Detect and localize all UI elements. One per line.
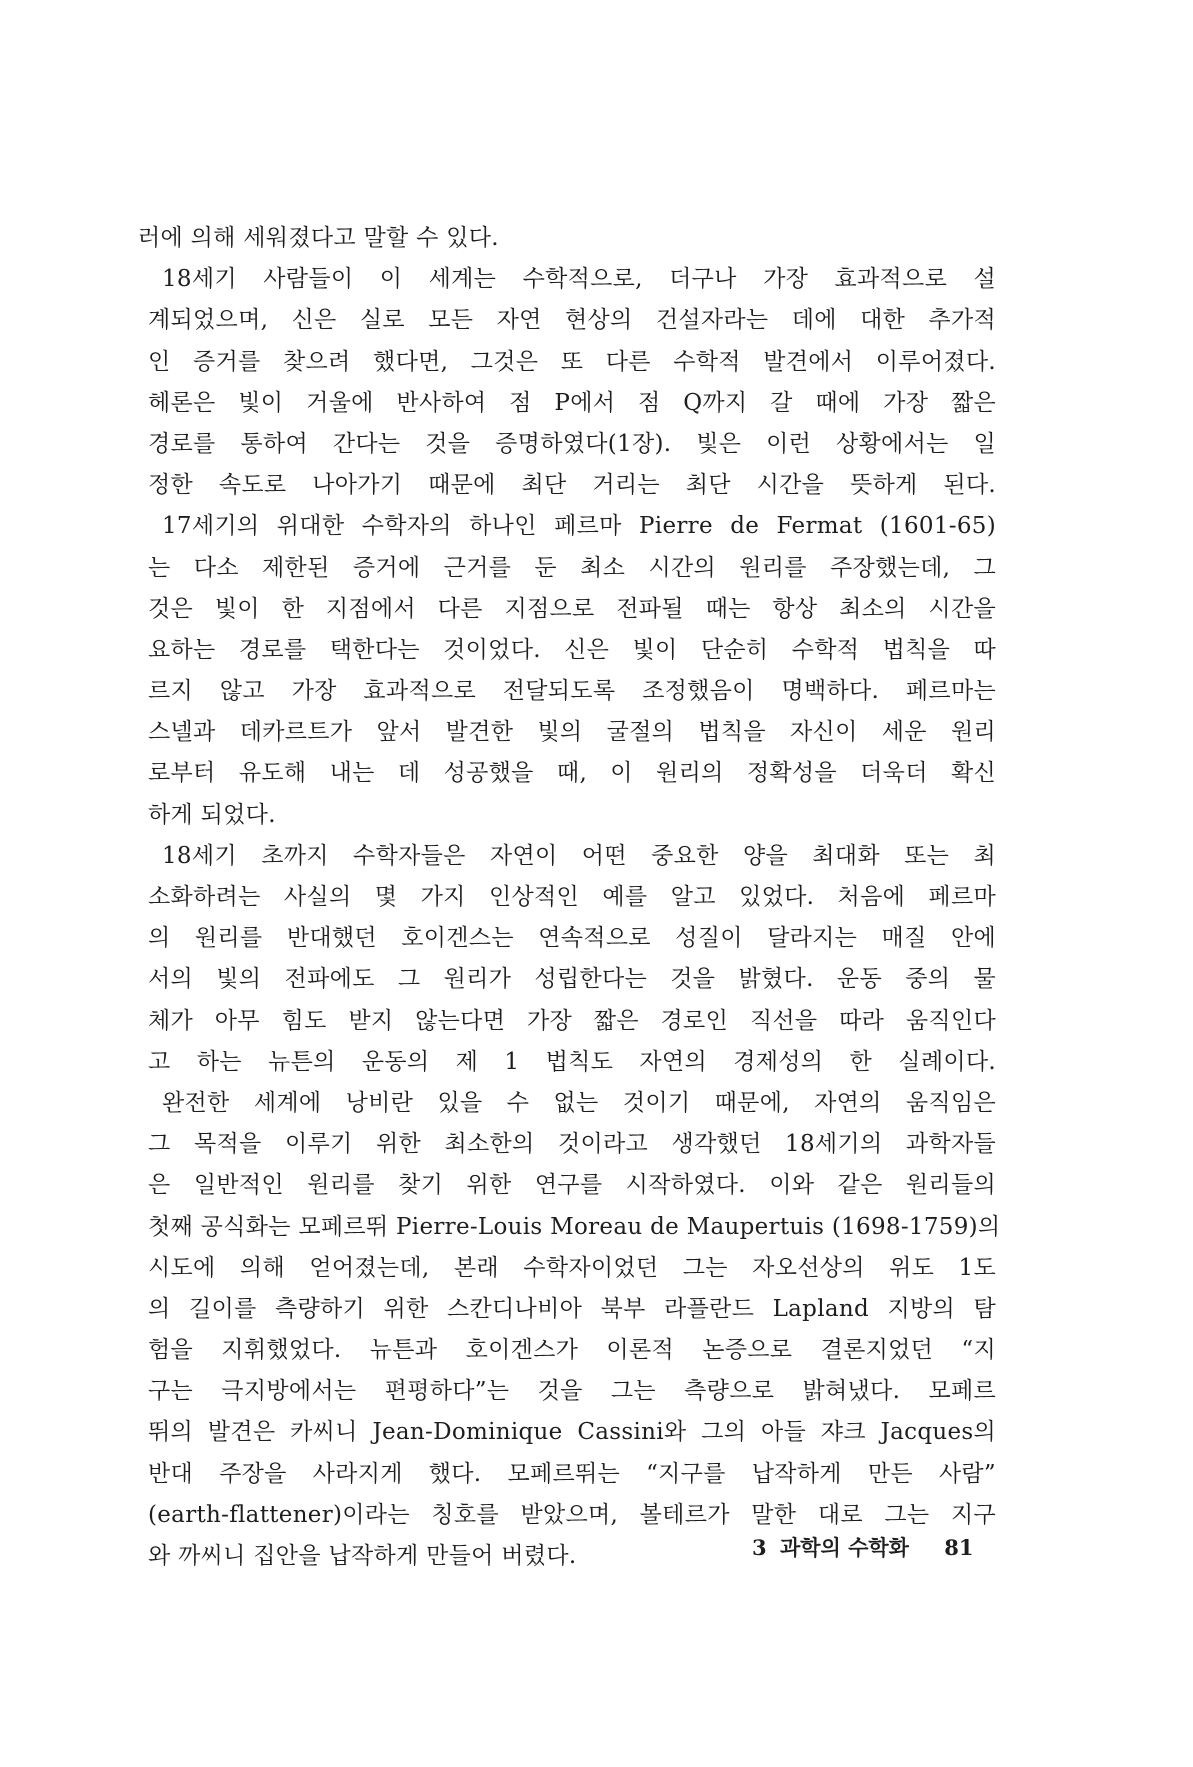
text-line: 와 까씨니 집안을 납작하게 만들어 버렸다. [148,1543,577,1569]
body-text [138,218,1001,1577]
text-line: 소화하려는 사실의 몇 가지 인상적인 예를 알고 있었다. 처음에 페르마 [148,884,996,910]
text-line: (earth-flattener)이라는 칭호를 받았으며, 볼테르가 말한 대로 그는 지구 [148,1501,996,1528]
text-line: 뛰의 발견은 카씨니 Jean-Dominique Cassini와 그의 아들 쟈크 Jacques의 [148,1419,996,1446]
text-line: 로부터 유도해 내는 데 성공했을 때, 이 원리의 정확성을 더욱더 확신 [148,760,996,787]
text-line: 고 하는 뉴튼의 운동의 제 1 법칙도 자연의 경제성의 한 실례이다. [148,1048,996,1075]
text-line: 18세기 사람들이 이 세계는 수학적으로, 더구나 가장 효과적으로 설 [162,266,996,293]
text-line: 경로를 통하여 간다는 것을 증명하였다(1장). 빛은 이런 상황에서는 일 [148,430,996,457]
text-line: 요하는 경로를 택한다는 것이었다. 신은 빛이 단순히 수학적 법칙을 따 [148,636,996,663]
text-line: 계되었으며, 신은 실로 모든 자연 현상의 건설자라는 데에 대한 추가적 [148,307,996,334]
text-line: 것은 빛이 한 지점에서 다른 지점으로 전파될 때는 항상 최소의 시간을 [148,595,996,622]
text-line: 18세기 초까지 수학자들은 자연이 어떤 중요한 양을 최대화 또는 최 [162,842,996,869]
chapter-number: 3 [752,1535,767,1560]
text-line: 정한 속도로 나아가기 때문에 최단 거리는 최단 시간을 뜻하게 된다. [148,472,996,499]
text-line: 첫째 공식화는 모페르뛰 Pierre-Louis Moreau de Maupertuis (1698-1759)의 [148,1213,1001,1240]
text-line: 구는 극지방에서는 편평하다”는 것을 그는 측량으로 밝혀냈다. 모페르 [148,1378,996,1405]
text-line: 완전한 세계에 낭비란 있을 수 없는 것이기 때문에, 자연의 움직임은 [162,1089,996,1116]
text-line: 러에 의해 세워졌다고 말할 수 있다. [138,225,499,251]
text-line: 스넬과 데카르트가 앞서 발견한 빛의 굴절의 법칙을 자신이 세운 원리 [148,719,996,746]
chapter-title: 과학의 수학화 [779,1535,909,1560]
running-footer [752,1532,974,1562]
text-line: 하게 되었다. [148,801,276,828]
text-line: 험을 지휘했었다. 뉴튼과 호이겐스가 이론적 논증으로 결론지었던 “지 [148,1337,996,1364]
text-line: 의 원리를 반대했던 호이겐스는 연속적으로 성질이 달라지는 매질 안에 [148,925,996,952]
text-line: 는 다소 제한된 증거에 근거를 둔 최소 시간의 원리를 주장했는데, 그 [148,554,996,581]
text-line: 17세기의 위대한 수학자의 하나인 페르마 Pierre de Fermat (1601-65) [162,513,996,540]
text-line: 그 목적을 이루기 위한 최소한의 것이라고 생각했던 18세기의 과학자들 [148,1131,996,1158]
page-number: 81 [944,1535,974,1560]
text-line: 서의 빛의 전파에도 그 원리가 성립한다는 것을 밝혔다. 운동 중의 물 [148,966,996,993]
text-line: 르지 않고 가장 효과적으로 전달되도록 조정했음이 명백하다. 페르마는 [148,678,996,705]
text-line: 반대 주장을 사라지게 했다. 모페르뛰는 “지구를 납작하게 만든 사람” [148,1460,996,1487]
text-line: 시도에 의해 얻어졌는데, 본래 수학자이었던 그는 자오선상의 위도 1도 [148,1254,996,1281]
text-line: 의 길이를 측량하기 위한 스칸디나비아 북부 라플란드 Lapland 지방의 탐 [148,1295,996,1322]
text-line: 인 증거를 찾으려 했다면, 그것은 또 다른 수학적 발견에서 이루어졌다. [148,348,996,375]
text-line: 은 일반적인 원리를 찾기 위한 연구를 시작하였다. 이와 같은 원리들의 [148,1172,996,1199]
text-line: 체가 아무 힘도 받지 않는다면 가장 짧은 경로인 직선을 따라 움직인다 [148,1007,996,1034]
text-line: 헤론은 빛이 거울에 반사하여 점 P에서 점 Q까지 갈 때에 가장 짧은 [148,389,996,416]
